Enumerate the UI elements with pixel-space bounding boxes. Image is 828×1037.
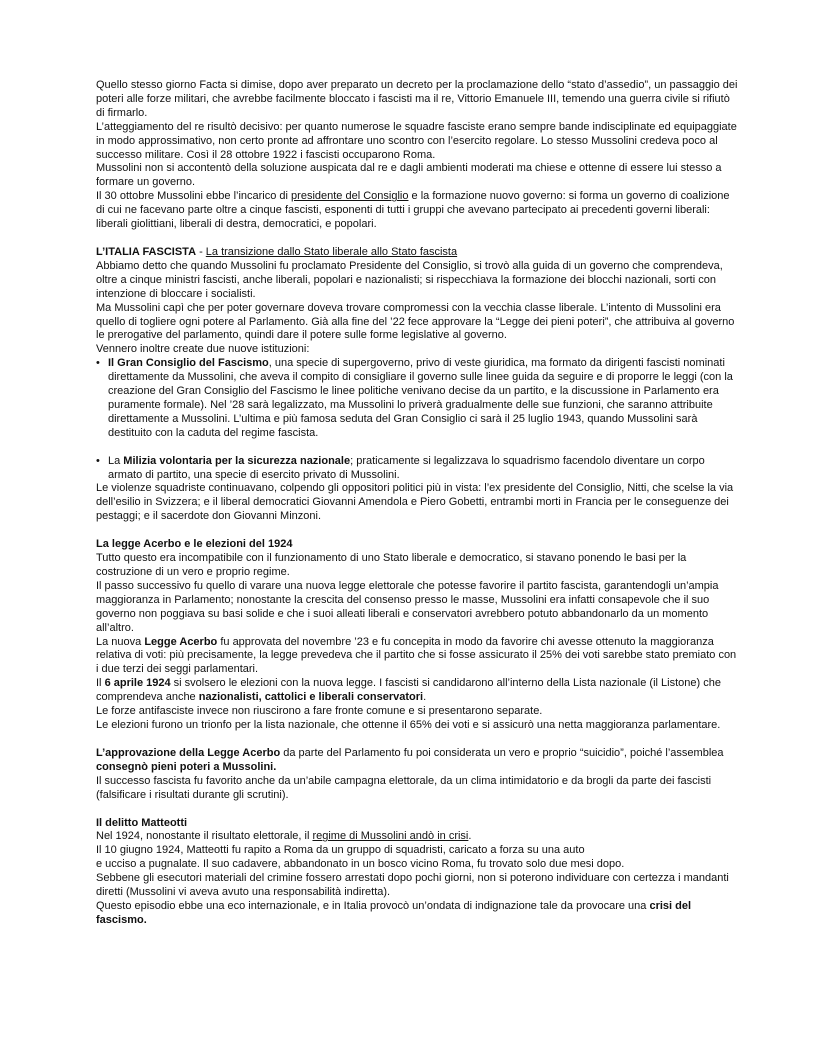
section-title: L’ITALIA FASCISTA <box>96 245 197 258</box>
document-page <box>96 79 740 928</box>
section-heading <box>96 246 740 260</box>
text-run: ; praticamente si legalizzava lo squadrismo facendolo diventare un corpo armato di partito, una specie di esercito privato di Mussolini. <box>108 454 705 481</box>
paragraph: Tutto questo era incompatibile con il funzionamento di uno Stato liberale e democratico, si stavano ponendo le basi per la costruzione di un vero e proprio regime. <box>96 552 687 578</box>
bold-text: 6 aprile 1924 <box>104 677 171 690</box>
text-run: La <box>108 454 124 467</box>
underlined-text: regime di Mussolini andò in crisi <box>312 830 469 843</box>
text-run: . <box>423 691 427 704</box>
text-run: e la formazione nuovo governo: si forma un governo di coalizione di cui ne facevano parte oltre a cinque fascisti, esponenti di tutti i gruppi che avevano partecipato ai precedenti governi liberali: liberali giolittiani, liberali di destra, democratici, e popolari. <box>96 190 730 231</box>
text-run: . <box>468 830 472 843</box>
text-run: La nuova <box>96 635 145 648</box>
paragraph: Ma Mussolini capì che per poter governare doveva trovare compromessi con la vecchia classe liberale. L’intento di Mussolini era quello di togliere ogni potere al Parlamento. Già alla fine del ’22 fece approvare la “Legge dei pieni poteri”, che attribuiva al governo le prerogative del parlamento, quindi dare il potere sulle forme legislative al governo. <box>96 301 735 342</box>
paragraph: Le violenze squadriste continuavano, colpendo gli oppositori politici più in vista: l’ex presidente del Consiglio, Nitti, che scelse la via dell’esilio in Svizzera; e il liberal democratici Giovanni Amendola e Piero Gobetti, entrambi morti in Francia per le conseguenze dei pestaggi; e il sacerdote don Giovanni Minzoni. <box>96 482 734 523</box>
underlined-text: presidente del Consiglio <box>291 190 409 203</box>
paragraph: Il successo fascista fu favorito anche da un’abile campagna elettorale, da un clima intimidatorio e da brogli da parte dei fascisti (falsificare i risultati durante gli scrutini). <box>96 774 712 801</box>
spacer <box>96 803 740 817</box>
paragraph <box>96 636 740 678</box>
paragraph: e ucciso a pugnalate. Il suo cadavere, abbandonato in un bosco vicino Roma, fu trovato solo due mesi dopo. <box>96 858 625 871</box>
bold-text: Legge Acerbo <box>144 635 218 648</box>
paragraph: Il passo successivo fu quello di varare una nuova legge elettorale che potesse favorire il partito fascista, garantendogli un’ampia maggioranza in Parlamento; nonostante la crescita del consenso presso le masse, Mussolini era infatti consapevole che il suo governo non poggiava su basi solide e che i suoi alleati liberali e conservatori avrebbero potuto abbandonarlo da un momento all’altro. <box>96 579 719 634</box>
paragraph: L’atteggiamento del re risultò decisivo: per quanto numerose le squadre fasciste erano sempre bande indisciplinate ed equipaggiate in modo approssimativo, non certo pronte ad affrontare uno scontro con l’esercito regolare. Lo stesso Mussolini credeva poco al successo militare. Così il 28 ottobre 1922 i fascisti occuparono Roma. <box>96 120 737 161</box>
text-run: Questo episodio ebbe una eco internazionale, e in Italia provocò un’ondata di indignazione tale da provocare una <box>96 899 650 912</box>
paragraph: Il 10 giugno 1924, Matteotti fu rapito a Roma da un gruppo di squadristi, caricato a forza su una auto <box>96 844 585 857</box>
text-run: , una specie di supergoverno, privo di veste giuridica, ma formato da dirigenti fascisti nominati direttamente da Mussolini, che aveva il compito di consigliare il governo sulle linee guida da seguire e di proporre le leggi (con la creazione del Gran Consiglio del Fascismo le linee politiche venivano decise da un partito, e la discussione in Parlamento era puramente formale). Nel ’28 sarà legalizzato, ma Mussolini lo priverà gradualmente delle sue funzioni, che saranno attribuite direttamente a Mussolini. L’ultima e più famosa seduta del Gran Consiglio ci sarà il 25 luglio 1943, quando Mussolini sarà destituito con la caduta del regime fascista. <box>108 357 733 439</box>
text-run: Nel 1924, nonostante il risultato elettorale, il <box>96 830 313 843</box>
paragraph: Abbiamo detto che quando Mussolini fu proclamato Presidente del Consiglio, si trovò alla guida di un governo che comprendeva, oltre a cinque ministri fascisti, anche liberali, popolari e nazionalisti; si rispecchiava la formazione dei blocchi nazionali, sorti con intenzione di bloccare i socialisti. <box>96 259 723 300</box>
paragraph: Mussolini non si accontentò della soluzione auspicata dal re e dagli ambienti moderati ma chiese e ottenne di essere lui stesso a formare un governo. <box>96 162 722 189</box>
bold-text: consegnò pieni poteri a Mussolini. <box>96 760 277 773</box>
paragraph <box>96 830 740 844</box>
paragraph: Vennero inoltre create due nuove istituzioni: <box>96 343 310 356</box>
text-run: Il 30 ottobre Mussolini ebbe l’incarico di <box>96 190 292 203</box>
paragraph <box>96 190 740 232</box>
text-run: da parte del Parlamento fu poi considerata un vero e proprio “suicidio”, poiché l’assemblea <box>280 746 724 759</box>
bold-text: nazionalisti, cattolici e liberali conservatori <box>198 691 424 704</box>
paragraph <box>96 677 740 705</box>
list-item <box>96 357 740 440</box>
paragraph: Quello stesso giorno Facta si dimise, dopo aver preparato un decreto per la proclamazione dello “stato d’assedio”, un passaggio dei poteri alle forze militari, che avrebbe facilmente bloccato i fascisti ma il re, Vittorio Emanuele III, temendo una guerra civile si rifiutò di firmarlo. <box>96 79 738 119</box>
paragraph: Le forze antifasciste invece non riuscirono a fare fronte comune e si presentarono separate. <box>96 705 543 718</box>
spacer <box>96 733 740 747</box>
paragraph: Le elezioni furono un trionfo per la lista nazionale, che ottenne il 65% dei voti e si assicurò una netta maggioranza parlamentare. <box>96 718 721 731</box>
section-subtitle: La transizione dallo Stato liberale allo Stato fascista <box>205 245 458 258</box>
text-run: fu approvata del novembre ’23 e fu concepita in modo da favorire chi avesse ottenuto la maggioranza relativa di voti: più precisamente, la legge prevedeva che il partito che si fosse assicurato il 25% dei voti sarebbe stato premiato con i due terzi dei seggi parlamentari. <box>96 635 737 676</box>
bold-text: Milizia volontaria per la sicurezza nazionale <box>123 454 351 467</box>
section-heading: Il delitto Matteotti <box>96 816 188 829</box>
institutions-list <box>96 357 740 482</box>
bold-text: crisi del fascismo. <box>96 899 692 926</box>
paragraph <box>96 747 740 775</box>
bold-text: L’approvazione della Legge Acerbo <box>96 746 281 759</box>
bold-text: Il Gran Consiglio del Fascismo <box>108 357 269 370</box>
text-run: si svolsero le elezioni con la nuova legge. I fascisti si candidarono all’interno della Lista nazionale (il Listone) che comprendeva anche <box>96 677 721 704</box>
separator: - <box>196 245 206 258</box>
spacer <box>96 524 740 538</box>
paragraph <box>96 900 740 928</box>
spacer <box>96 232 740 246</box>
list-item <box>96 455 740 483</box>
text-run: Il <box>96 677 105 690</box>
paragraph: Sebbene gli esecutori materiali del crimine fossero arrestati dopo pochi giorni, non si poterono individuare con certezza i mandanti diretti (Mussolini vi aveva avuto una responsabilità indiretta). <box>96 872 729 899</box>
section-heading: La legge Acerbo e le elezioni del 1924 <box>96 538 293 551</box>
